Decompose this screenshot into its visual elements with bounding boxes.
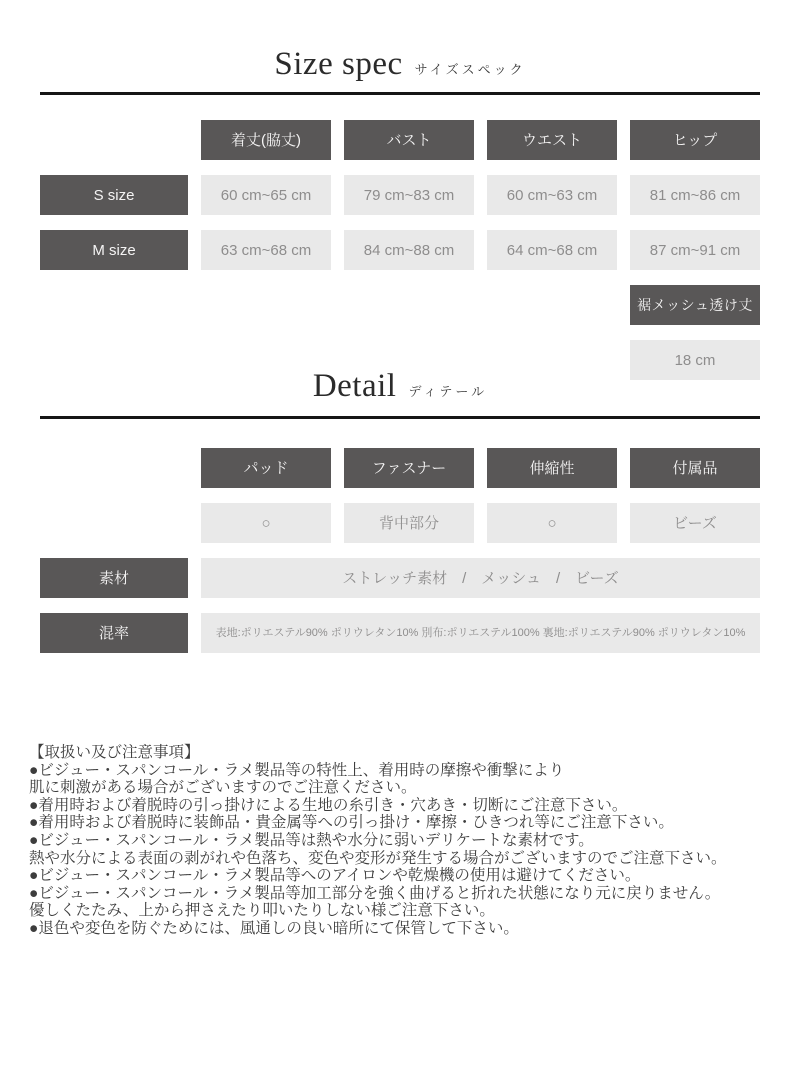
size-spec-divider	[40, 92, 760, 95]
size-s-waist: 60 cm~63 cm	[487, 175, 617, 215]
detail-heading-en: Detail	[312, 368, 397, 404]
detail-pad-value: ○	[201, 503, 331, 543]
blend-value: 表地:ポリエステル90% ポリウレタン10% 別布:ポリエステル100% 裏地:ポリエステル90% ポリウレタン10%	[201, 613, 760, 653]
size-col-header-bust: バスト	[344, 120, 474, 160]
detail-divider	[40, 416, 760, 419]
detail-col-header-stretch: 伸縮性	[487, 448, 617, 488]
size-m-waist: 64 cm~68 cm	[487, 230, 617, 270]
handling-note-line: 熱や水分による表面の剥がれや色落ち、変色や変形が発生する場合がございますのでご注意下さい。	[29, 849, 727, 867]
material-value: ストレッチ素材 / メッシュ / ビーズ	[201, 558, 760, 598]
blend-label: 混率	[40, 613, 188, 653]
handling-note-line: ●ビジュー・スパンコール・ラメ製品等加工部分を強く曲げると折れた状態になり元に戻りません。	[29, 884, 721, 902]
size-s-length: 60 cm~65 cm	[201, 175, 331, 215]
detail-fastener-value: 背中部分	[344, 503, 474, 543]
handling-notes	[29, 744, 789, 938]
handling-note-line: ●着用時および着脱時の引っ掛けによる生地の糸引き・穴あき・切断にご注意下さい。	[29, 796, 628, 814]
size-spec-heading-en: Size spec	[274, 46, 403, 82]
size-spec-heading-ja: サイズスペック	[414, 62, 526, 77]
size-m-bust: 84 cm~88 cm	[344, 230, 474, 270]
detail-heading-ja: ディテール	[408, 384, 488, 399]
handling-note-line: ●ビジュー・スパンコール・ラメ製品等へのアイロンや乾燥機の使用は避けてください。	[29, 867, 641, 885]
detail-col-header-pad: パッド	[201, 448, 331, 488]
detail-heading	[0, 368, 800, 405]
hem-mesh-header: 裾メッシュ透け丈	[630, 285, 760, 325]
material-label: 素材	[40, 558, 188, 598]
handling-notes-heading: 【取扱い及び注意事項】	[29, 744, 200, 761]
handling-note-line: ●ビジュー・スパンコール・ラメ製品等は熱や水分に弱いデリケートな素材です。	[29, 831, 594, 849]
detail-col-header-accessory: 付属品	[630, 448, 760, 488]
detail-stretch-value: ○	[487, 503, 617, 543]
size-col-header-hip: ヒップ	[630, 120, 760, 160]
size-col-header-length: 着丈(脇丈)	[201, 120, 331, 160]
size-row-label-s: S size	[40, 175, 188, 215]
size-spec-heading	[0, 46, 800, 83]
handling-note-line: 肌に刺激がある場合がございますのでご注意ください。	[29, 779, 417, 797]
size-m-hip: 87 cm~91 cm	[630, 230, 760, 270]
size-col-header-waist: ウエスト	[487, 120, 617, 160]
handling-note-line: 優しくたたみ、上から押さえたり叩いたりしない様ご注意下さい。	[29, 902, 495, 920]
size-m-length: 63 cm~68 cm	[201, 230, 331, 270]
handling-note-line: ●ビジュー・スパンコール・ラメ製品等の特性上、着用時の摩擦や衝撃により	[29, 761, 565, 779]
size-row-label-m: M size	[40, 230, 188, 270]
detail-accessory-value: ビーズ	[630, 503, 760, 543]
detail-table	[40, 448, 760, 653]
handling-note-line: ●着用時および着脱時に装飾品・貴金属等への引っ掛け・摩擦・ひきつれ等にご注意下さい。	[29, 814, 674, 832]
size-s-bust: 79 cm~83 cm	[344, 175, 474, 215]
size-table	[40, 120, 760, 380]
hem-mesh-value: 18 cm	[630, 340, 760, 380]
handling-note-line: ●退色や変色を防ぐためには、風通しの良い暗所にて保管して下さい。	[29, 919, 519, 937]
detail-col-header-fastener: ファスナー	[344, 448, 474, 488]
size-s-hip: 81 cm~86 cm	[630, 175, 760, 215]
